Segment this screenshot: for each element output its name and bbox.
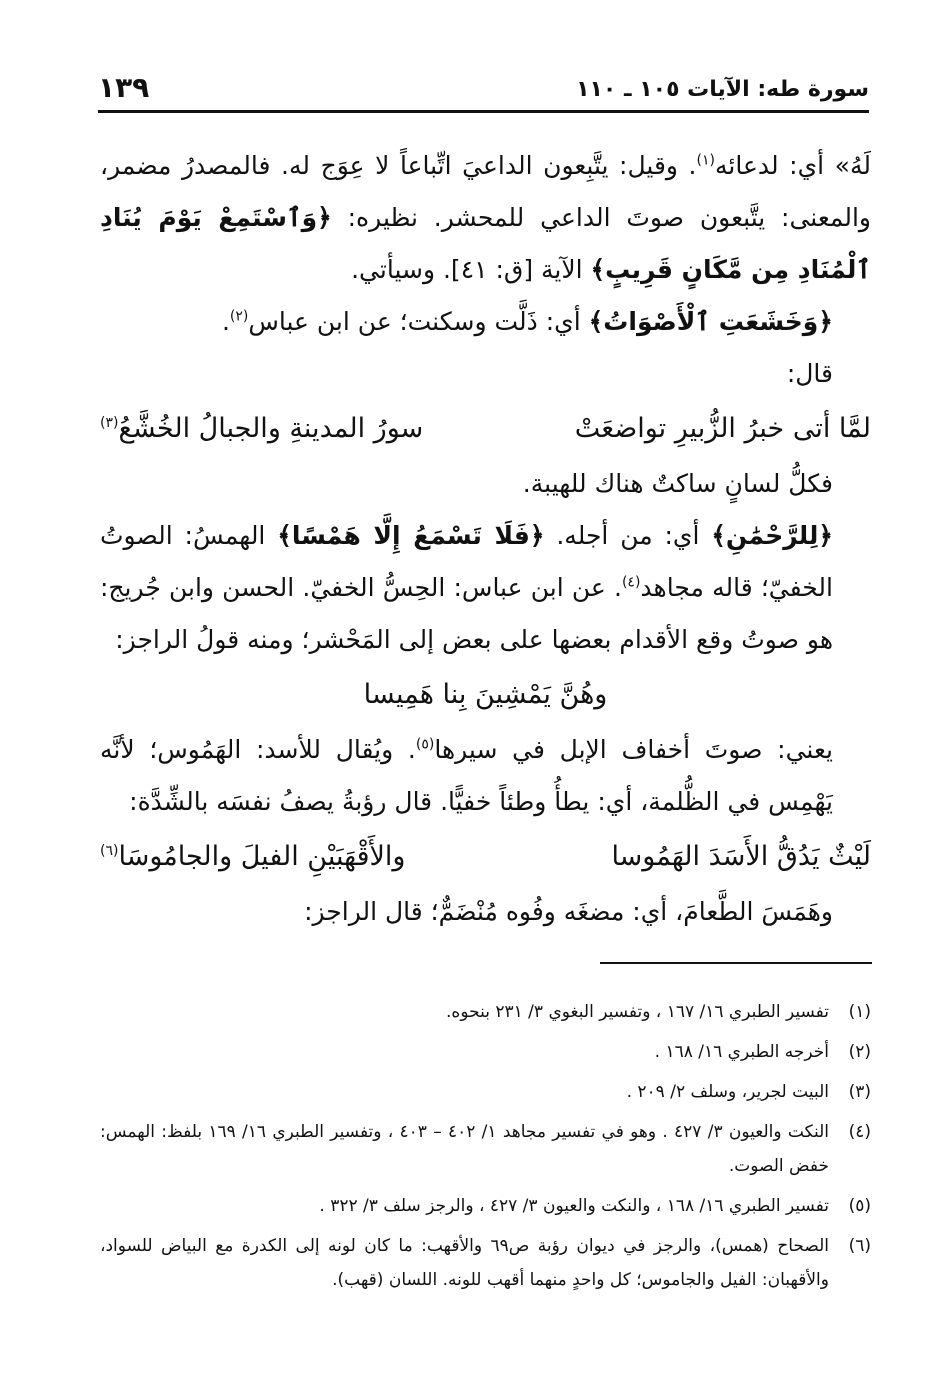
verse-2: وهُنَّ يَمْشِينَ بِنا هَمِيسا — [363, 679, 608, 710]
footnote-ref-2: (٢) — [229, 308, 249, 325]
paragraph-4: فكلُّ لسانٍ ساكتٌ هناك للهيبة. — [522, 469, 833, 498]
footnote-ref-4: (٤) — [621, 574, 641, 591]
paragraph-6: يعني: صوتَ أخفاف الإبل في سيرها$^{(٥)}$. ويُقال للأسد: الهَمُوس؛ لأنَّه يَهْمِس في الظُّلمة، أي: يطأُ وطئاً خفيًّا. قال رؤبةُ يصفُ نفسَه بالشِّدَّة: — [100, 735, 833, 816]
paragraph-7: وهَمَسَ الطَّعامَ، أي: مضغَه وفُوه مُنْضَمٌّ؛ قال الراجز: — [304, 897, 833, 926]
footnote-separator — [600, 962, 872, 964]
quran-quote: ﴿لِلرَّحْمَٰنِ﴾ — [711, 521, 833, 550]
footnote: (١) تفسير الطبري ١٦/ ١٦٧ ، وتفسير البغوي ٣/ ٢٣١ بنحوه. — [446, 1002, 871, 1022]
footnote: (٢) أخرجه الطبري ١٦/ ١٦٨ . — [654, 1042, 871, 1062]
verse-1-first-hemistich: لمَّا أتى خبرُ الزُّبيرِ تواضعَتْ — [574, 413, 871, 444]
quran-quote: ﴿وَخَشَعَتِ ٱلْأَصْوَاتُ﴾ — [588, 307, 833, 336]
paragraph-5: ﴿لِلرَّحْمَٰنِ﴾ أي: من أجله. ﴿فَلَا تَسْمَعُ إِلَّا هَمْسًا﴾ الهمسُ: الصوتُ الخفيّ؛ قاله مجاهد$^{(٤)}$. عن ابن عباس: الحِسُّ الخفيّ. الحسن وابن جُريج: هو صوتُ وقع الأقدام بعضها على بعض إلى المَحْشر؛ ومنه قولُ الراجز: — [100, 521, 833, 654]
footnote: (٤) النكت والعيون ٣/ ٤٢٧ . وهو في تفسير مجاهد ١/ ٤٠٢ – ٤٠٣ ، وتفسير الطبري ١٦/ ١٦٩ بلفظ: الهمس: خفض الصوت. — [100, 1122, 871, 1176]
verse-3-first-hemistich: لَيْثٌ يَدُقُّ الأَسَدَ الهَمُوسا — [611, 841, 871, 872]
page-header — [98, 62, 869, 113]
page-number: ١٣٩ — [98, 71, 150, 104]
footnote: (٥) تفسير الطبري ١٦/ ١٦٨ ، والنكت والعيون ٣/ ٤٢٧ ، والرجز سلف ٣/ ٣٢٢ . — [319, 1196, 871, 1216]
verse-1-second-hemistich: سورُ المدينةِ والجبالُ الخُشَّعُ$^{(٣)}$ — [100, 413, 424, 444]
paragraph-1: لَهُ» أي: لدعائه$^{(١)}$. وقيل: يتَّبِعون الداعيَ اتِّباعاً لا عِوَج له. فالمصدرُ مضمر، والمعنى: يتَّبعون صوتَ الداعي للمحشر. نظيره: ﴿وَٱسْتَمِعْ يَوْمَ يُنَادِ ٱلْمُنَادِ مِن مَّكَانٍ قَرِيبٍ﴾ الآية [ق: ٤١]. وسيأتي. — [100, 151, 872, 284]
main-text — [100, 140, 871, 938]
paragraph-3: قال: — [786, 359, 833, 388]
footnotes — [100, 995, 871, 1303]
running-title: سورة طه: الآيات ١٠٥ ـ ١١٠ — [576, 77, 869, 102]
footnote-ref-6: (٦) — [100, 843, 119, 859]
verse-1 — [100, 400, 871, 458]
verse-3-second-hemistich: والأَقْهَبَيْنِ الفيلَ والجامُوسَا$^{(٦)}$ — [100, 841, 406, 872]
footnote-ref-5: (٥) — [415, 736, 435, 753]
verse-3 — [100, 828, 871, 886]
paragraph-2: ﴿وَخَشَعَتِ ٱلْأَصْوَاتُ﴾ أي: ذَلَّت وسكنت؛ عن ابن عباس$^{(٢)}$. — [221, 307, 833, 336]
footnote-ref-3: (٣) — [100, 415, 119, 431]
footnote: (٦) الصحاح (همس)، والرجز في ديوان رؤبة ص٦٩ والأقهب: ما كان لونه إلى الكدرة مع البياض للسواد، والأقهبان: الفيل والجاموس؛ كل واحدٍ منهما أقهب للونه. اللسان (قهب). — [100, 1236, 871, 1290]
quran-quote: ﴿وَٱسْتَمِعْ يَوْمَ يُنَادِ ٱلْمُنَادِ مِن مَّكَانٍ قَرِيبٍ﴾ — [100, 203, 871, 284]
quran-quote: ﴿فَلَا تَسْمَعُ إِلَّا هَمْسًا﴾ — [277, 521, 545, 550]
footnote: (٣) البيت لجرير، وسلف ٢/ ٢٠٩ . — [626, 1082, 871, 1102]
footnote-ref-1: (١) — [696, 152, 715, 169]
